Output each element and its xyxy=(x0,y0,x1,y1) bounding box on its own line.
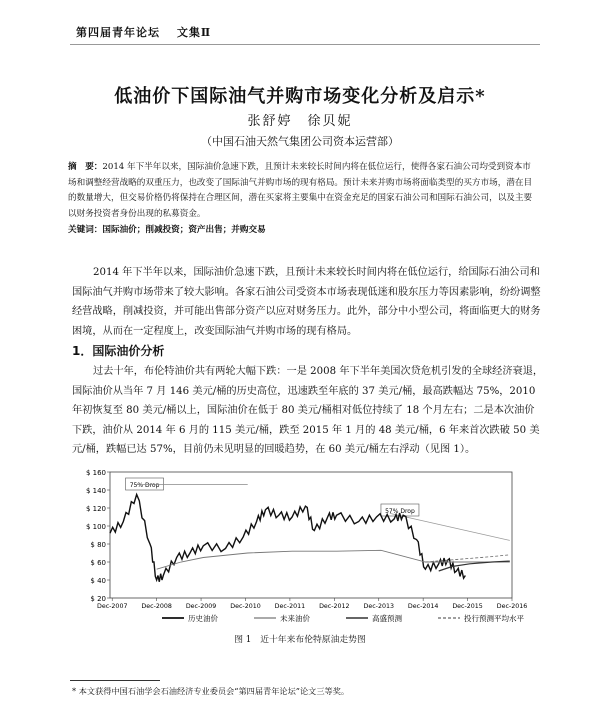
affiliation: （中国石油天然气集团公司资本运营部） xyxy=(201,135,399,148)
y-tick-label: $ 60 xyxy=(90,559,106,567)
paper-title: 低油价下国际油气并购市场变化分析及启示* xyxy=(114,86,486,107)
x-tick-label: Dec-2008 xyxy=(141,603,172,610)
x-tick-label: Dec-2009 xyxy=(185,603,217,610)
x-tick-label: Dec-2014 xyxy=(407,603,439,610)
paragraph-oil-price: 过去十年，布伦特油价共有两轮大幅下跌：一是 2008 年下半年美国次贷危机引发的全球经济衰退，国际油价从当年 7 月 146 美元/桶的历史高位，迅速跌至年底的 37 美元/桶，最高跌幅达 75%，2010 年初恢复至 80 美元/桶以上，国际油价在低于 80 美元/桶相对低位持续了 18 个月左右；二是本次油价下跌，油价从 2014 年 6 月的 115 美元/桶，跌至 2015 年 1 月的 48 美元/桶，6 年来首次跌破 50 美元/桶，跌幅已达 57%，目前仍未见明显的回暖趋势，在 60 美元/桶左右浮动（见图 1）。 xyxy=(72,366,544,455)
y-tick-label: $ 80 xyxy=(90,541,106,549)
y-tick-label: $ 40 xyxy=(90,577,106,585)
footnote: * 本文获得中国石油学会石油经济专业委员会“第四届青年论坛”论文三等奖。 xyxy=(72,686,350,696)
annotation-75-drop: 75% Drop xyxy=(129,482,160,489)
annotation-57-drop: 57% Drop xyxy=(385,508,415,515)
x-tick-label: Dec-2015 xyxy=(452,603,483,610)
brent-price-chart xyxy=(72,468,527,626)
section-heading-1: 1．国际油价分析 xyxy=(72,344,165,358)
abstract-text: 2014 年下半年以来，国际油价急速下跌，且预计未来较长时间内将在低位运行，使得各家石油公司均受到资本市场和调整经营战略的双重压力，也改变了国际油气并购市场的现有格局。预计未来并购市场将面临类型的买方市场，潜在目的数量增大，但交易价格仍将保持在合理区间，潜在买家将主要集中在资金充足的国家石油公司和国际石油公司，以及主要以财务投资者身份出现的私募资金。 xyxy=(68,162,533,219)
figure-caption: 图 1 近十年来布伦特原油走势图 xyxy=(234,635,366,645)
abstract xyxy=(68,160,536,222)
keywords-label: 关键词： xyxy=(68,225,103,235)
paragraph-intro: 2014 年下半年以来，国际油价急速下跌，且预计未来较长时间内将在低位运行，给国际石油公司和国际油气并购市场带来了较大影响。各家石油公司受资本市场表现低迷和股东压力等因素影响，纷纷调整经营战略，削减投资，并可能出售部分资产以应对财务压力。此外，部分中小型公司，将面临更大的财务困境，从而在一定程度上，改变国际油气并购市场的现有格局。 xyxy=(72,267,541,337)
keywords xyxy=(68,223,536,235)
legend-label-4: 投行预测平均水平 xyxy=(464,614,524,623)
x-tick-label: Dec-2007 xyxy=(96,603,128,610)
header-collection: 文集Ⅱ xyxy=(176,26,212,39)
legend-label-3: 高盛预测 xyxy=(372,614,402,623)
authors: 张舒婷 徐贝妮 xyxy=(247,114,353,129)
y-tick-label: $ 140 xyxy=(85,487,106,495)
header-rule xyxy=(70,44,540,45)
plot-frame xyxy=(110,472,512,598)
y-tick-label: $ 120 xyxy=(85,505,106,513)
abstract-label: 摘 要： xyxy=(68,162,103,172)
x-tick-label: Dec-2011 xyxy=(274,603,306,610)
x-tick-label: Dec-2016 xyxy=(496,603,527,610)
x-tick-label: Dec-2013 xyxy=(363,603,394,610)
legend-label-1: 历史油价 xyxy=(188,614,218,623)
y-tick-label: $ 20 xyxy=(90,595,106,603)
footnote-rule xyxy=(70,680,160,681)
keywords-text: 国际油价；削减投资；资产出售；并购交易 xyxy=(102,225,266,235)
legend-label-2: 未来油价 xyxy=(280,614,310,623)
x-tick-label: Dec-2012 xyxy=(319,603,350,610)
y-tick-label: $ 100 xyxy=(85,523,106,531)
running-header xyxy=(76,24,223,40)
header-forum: 第四届青年论坛 xyxy=(76,26,160,39)
y-tick-label: $ 160 xyxy=(85,469,106,477)
x-tick-label: Dec-2010 xyxy=(230,603,261,610)
